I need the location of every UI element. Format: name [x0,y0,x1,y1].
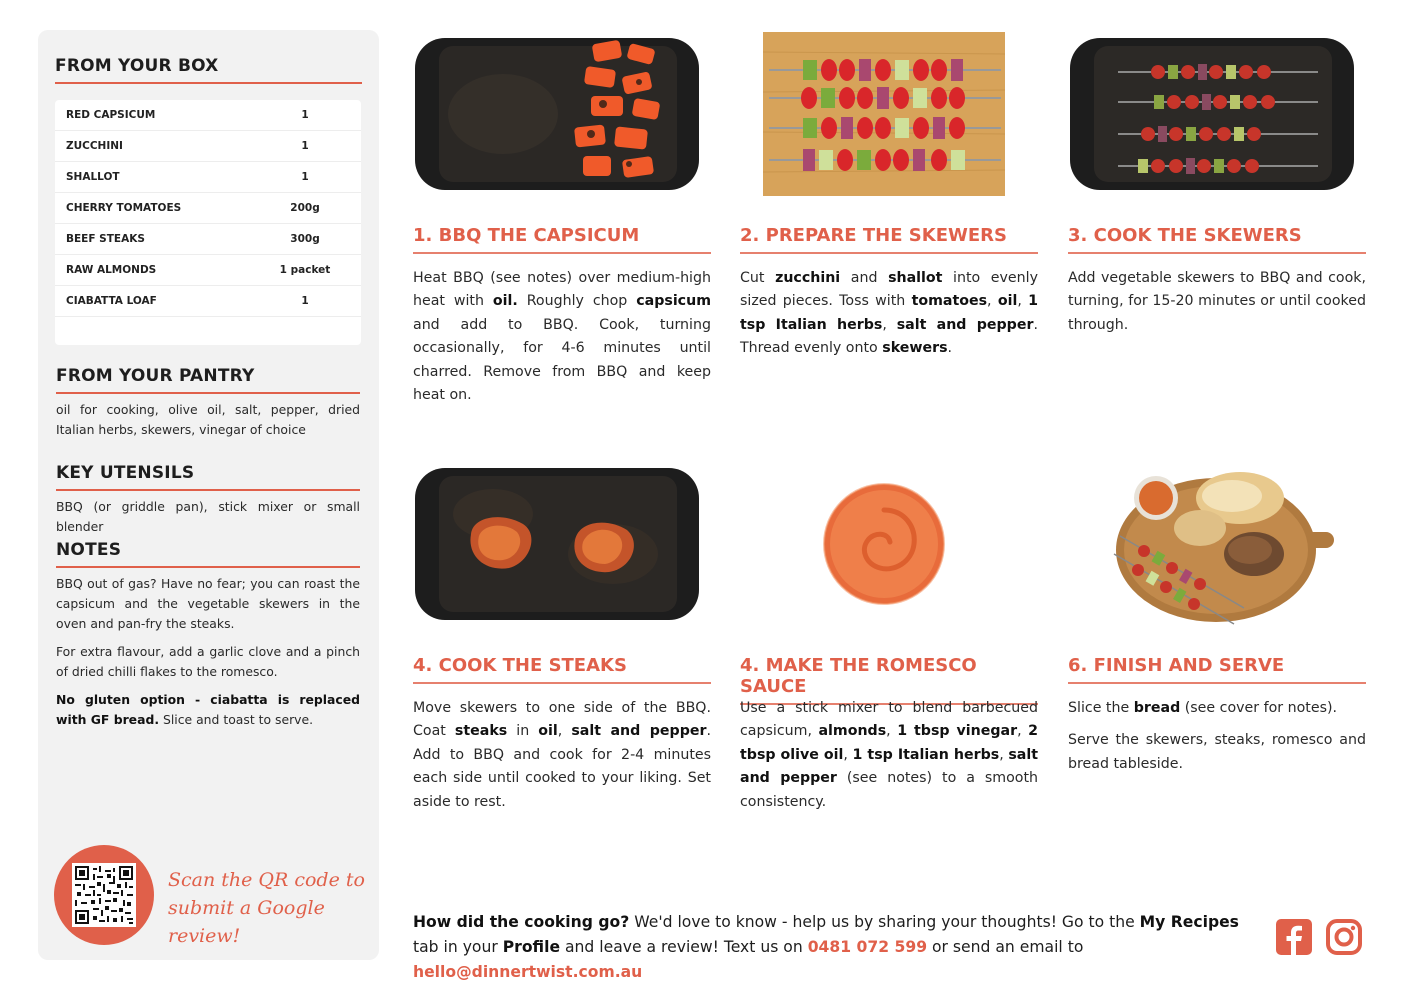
step-text-segment: , [886,723,898,740]
ingredient-row [55,224,361,255]
utensils-text: BBQ (or griddle pan), stick mixer or small blender [56,499,360,534]
note-3-bold: No gluten option - ciabatta is replaced with GF bread. [56,692,360,727]
step-text-segment: Slice the [1068,700,1134,716]
step-text-segment: , [557,723,572,740]
romesco-sauce-photo [820,480,948,608]
ingredient-name: CHERRY TOMATOES [66,202,182,214]
note-2: For extra flavour, add a garlic clove and a pinch of dried chilli flakes to the romesco. [56,644,360,679]
qr-code-badge[interactable] [54,845,154,945]
ingredient-row [55,131,361,162]
step-text-segment: and add to BBQ. Cook, turning occasionally, for 4-6 minutes until charred. Remove from BBQ and keep heat on. [413,316,711,404]
divider [55,82,362,84]
ingredient-highlight: almonds [818,723,887,740]
step-3-body [1068,267,1366,337]
step-6-text-2: Serve the skewers, steaks, romesco and bread tableside. [1068,732,1366,772]
step-5-text [740,697,1038,814]
qr-caption [168,866,368,950]
step-text-segment: Use a stick mixer to blend barbecued capsicum, [740,700,1038,740]
step-text-segment: . Add to BBQ and cook for 2-4 minutes each side until cooked to your liking. Set aside to rest. [413,723,711,810]
ingredient-row [55,162,361,193]
sidebar [38,30,379,960]
step-text-segment: , [987,293,998,310]
ingredient-highlight: tomatoes [911,293,988,310]
skewers-on-board-photo [763,32,1005,196]
instagram-icon[interactable] [1325,918,1363,956]
qr-caption-line-2: submit a Google review! [168,897,325,947]
step-text-segment: (see notes) to a smooth consistency. [740,770,1038,810]
step-2-text [740,267,1038,361]
step-text-segment: Move skewers to one side of the BBQ. Coat [413,700,711,740]
my-recipes-link[interactable]: My Recipes [1139,913,1239,931]
ingredient-highlight: salt and pepper [896,316,1034,333]
notes-section [56,540,360,730]
pantry-title: FROM YOUR PANTRY [56,366,255,386]
step-text-segment: Heat BBQ (see notes) over medium-high heat with [413,270,711,310]
step-1-title-text: 1. BBQ THE CAPSICUM [413,225,640,246]
step-3-title [1068,225,1366,254]
note-3 [56,690,360,730]
ingredient-highlight: capsicum [636,293,711,310]
pantry-section [56,366,360,440]
step-text-segment: , [999,746,1009,763]
profile-link[interactable]: Profile [502,938,561,956]
step-4-title-text: 4. COOK THE STEAKS [413,655,627,676]
ingredient-row [55,255,361,286]
ingredient-name: SHALLOT [66,171,120,183]
ingredient-row [55,286,361,317]
ingredient-name: ZUCCHINI [66,140,123,152]
from-your-box-title: FROM YOUR BOX [55,56,219,76]
ingredient-qty: 1 [301,109,309,121]
ingredient-row [55,193,361,224]
step-3-title-text: 3. COOK THE SKEWERS [1068,225,1302,246]
ingredient-name: CIABATTA LOAF [66,295,157,307]
ingredients-table [55,100,361,345]
divider [1068,682,1366,684]
divider [1068,252,1366,254]
ingredient-name: RED CAPSICUM [66,109,156,121]
steaks-on-bbq-photo [413,464,703,624]
step-6-title-text: 6. FINISH AND SERVE [1068,655,1285,676]
utensils-title: KEY UTENSILS [56,463,195,483]
capsicum-on-bbq-photo [413,34,703,194]
step-4-text [413,697,711,814]
ingredient-highlight: salt and pepper [740,746,1038,787]
step-2-title [740,225,1038,254]
qr-code-icon [72,863,136,927]
ingredient-qty: 1 [301,171,309,183]
step-6-body [1068,697,1366,776]
divider [413,252,711,254]
divider [413,682,711,684]
step-text-segment: Add vegetable skewers to BBQ and cook, turning, for 15-20 minutes or until cooked through. [1068,270,1366,333]
footer-text: or send an email to [927,938,1084,956]
qr-caption-line-1: Scan the QR code to [168,869,365,891]
phone-link[interactable]: 0481 072 599 [807,938,928,956]
facebook-icon[interactable] [1275,918,1313,956]
footer-text: tab in your [413,938,503,956]
step-6-title [1068,655,1366,684]
pantry-text: oil for cooking, olive oil, salt, pepper, dried Italian herbs, skewers, vinegar of choice [56,402,360,437]
ingredient-qty: 200g [290,202,320,214]
ingredient-qty: 300g [290,233,320,245]
ingredient-highlight: steaks [454,723,508,740]
utensils-section [56,463,360,537]
step-1-body [413,267,711,407]
ingredient-highlight: skewers [882,340,948,357]
step-6-text [1068,697,1366,720]
step-text-segment: . [947,340,953,357]
divider [56,489,360,491]
step-text-segment: , [882,316,897,333]
step-1-text [413,267,711,407]
step-text-segment: , [1017,723,1029,740]
notes-title: NOTES [56,540,122,560]
ingredient-highlight: oil [538,723,558,740]
ingredient-qty: 1 [301,295,309,307]
feedback-footer [413,910,1263,985]
step-5-title-text: 4. MAKE THE ROMESCO SAUCE [740,655,977,697]
ingredient-highlight: 1 tsp Italian herbs [740,293,1038,333]
step-text-segment: , [1017,293,1029,310]
footer-text: We'd love to know - help us by sharing your thoughts! Go to the [629,913,1140,931]
ingredient-name: RAW ALMONDS [66,264,157,276]
ingredient-highlight: bread [1133,700,1181,716]
divider [56,566,360,568]
step-3-text [1068,267,1366,337]
step-4-title [413,655,711,684]
ingredient-highlight: shallot [888,270,943,286]
ingredient-highlight: 1 tsp Italian herbs [852,746,1000,763]
divider [56,392,360,394]
finished-dish-photo [1104,458,1334,628]
step-1-title [413,225,711,254]
ingredient-highlight: 1 tbsp vinegar [897,723,1018,740]
step-5-body [740,697,1038,814]
divider [740,252,1038,254]
step-text-segment: in [507,723,539,740]
step-text-segment: , [843,746,853,763]
step-4-body [413,697,711,814]
note-3-rest: Slice and toast to serve. [159,712,314,727]
ingredient-qty: 1 packet [279,264,331,276]
ingredient-highlight: 2 tbsp olive oil [740,723,1038,763]
step-2-body [740,267,1038,361]
ingredient-highlight: oil [997,293,1018,310]
ingredient-highlight: salt and pepper [571,723,707,740]
step-text-segment: and [840,270,889,286]
from-your-box-section [55,56,362,84]
step-text-segment: into evenly sized pieces. Toss with [740,270,1038,310]
step-text-segment: . Thread evenly onto [740,316,1038,357]
step-2-title-text: 2. PREPARE THE SKEWERS [740,225,1007,246]
skewers-on-bbq-photo [1068,34,1358,194]
note-1: BBQ out of gas? Have no fear; you can roast the capsicum and the vegetable skewers in the oven and pan-fry the steaks. [56,576,360,631]
email-link[interactable]: hello@dinnertwist.com.au [413,963,643,981]
footer-text: and leave a review! Text us on [560,938,808,956]
step-text-segment: (see cover for notes). [1180,700,1338,716]
step-text-segment: Cut [740,270,776,286]
ingredient-highlight: zucchini [775,270,841,286]
ingredient-qty: 1 [301,140,309,152]
ingredient-name: BEEF STEAKS [66,233,145,245]
ingredient-highlight: oil. [492,293,518,310]
feedback-question: How did the cooking go? [413,913,630,931]
ingredient-row [55,100,361,131]
step-text-segment: Roughly chop [517,293,637,310]
